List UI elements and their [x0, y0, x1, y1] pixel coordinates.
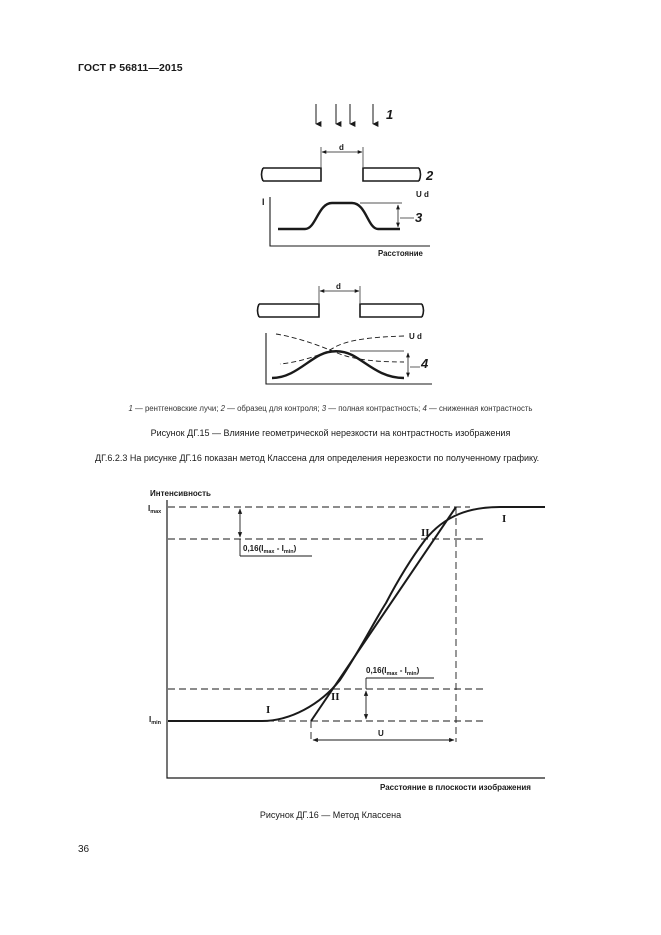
xlabel-distance-plane: Расстояние в плоскости изображения — [380, 783, 531, 792]
label-curve-i-left: I — [266, 704, 271, 716]
profile-axes-2 — [266, 333, 432, 384]
label-i: I — [262, 197, 265, 207]
figure15-legend: 1 — рентгеновские лучи; 2 — образец для контроля; 3 — полная контрастность; 4 — сниженная контрастность — [128, 404, 533, 413]
label-sample: 2 — [426, 168, 434, 183]
reference-lines — [168, 507, 485, 742]
xlabel-distance: Расстояние — [378, 249, 423, 258]
label-contrast-4: 4 — [421, 356, 429, 371]
label-contrast-3: 3 — [415, 210, 423, 225]
label-u: U — [378, 729, 384, 738]
annotation-bottom: $0,16(I_{max} - I_{min})$ — [366, 666, 420, 677]
label-line-ii-top: II — [421, 527, 430, 539]
label-imax: $I_{max}$ — [148, 504, 162, 515]
document-header: ГОСТ Р 56811—2015 — [78, 62, 183, 74]
paragraph-dg623: ДГ.6.2.3 На рисунке ДГ.16 показан метод Классена для определения нерезкости по полученному графику. — [95, 453, 540, 463]
xray-arrows — [316, 104, 373, 124]
figure16 — [148, 489, 545, 792]
sample-plate — [262, 168, 421, 181]
label-line-ii-bottom: II — [331, 691, 340, 703]
figure15-bottom — [258, 282, 433, 384]
klassen-axes — [167, 500, 545, 778]
label-d: d — [339, 143, 344, 152]
profile-full-contrast — [278, 203, 400, 229]
label-imin: $I_{min}$ — [149, 715, 162, 726]
figure15-top — [262, 104, 435, 258]
figure16-caption: Рисунок ДГ.16 — Метод Классена — [259, 810, 402, 820]
ylabel-intensity: Интенсивность — [150, 489, 211, 498]
label-curve-i-right: I — [502, 513, 507, 525]
figure15-caption: Рисунок ДГ.15 — Влияние геометрической нерезкости на контрастность изображения — [150, 428, 511, 438]
label-ud: U d — [416, 190, 429, 199]
profile-axes — [270, 197, 430, 246]
label-ud-2: U d — [409, 332, 422, 341]
label-rays: 1 — [386, 107, 394, 122]
profile-reduced-contrast — [272, 351, 404, 378]
sample-plate-2 — [258, 304, 424, 317]
label-d-2: d — [336, 282, 341, 291]
page-number: 36 — [78, 844, 90, 855]
annotation-top: $0,16(I_{max} - I_{min})$ — [243, 544, 297, 555]
